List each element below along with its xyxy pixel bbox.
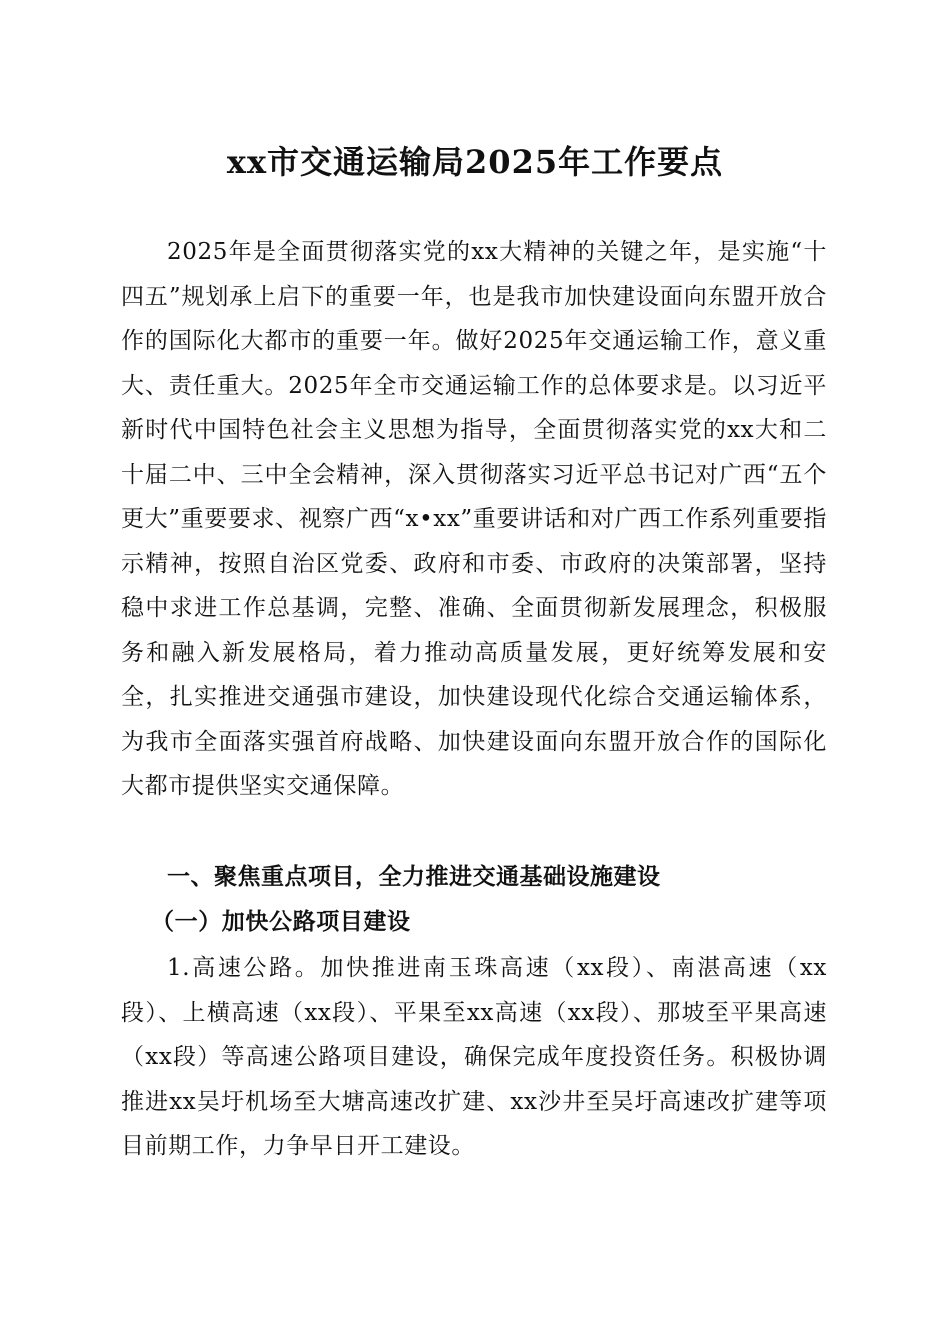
document-title: xx市交通运输局2025年工作要点: [226, 143, 724, 181]
intro-paragraph: 2025年是全面贯彻落实党的xx大精神的关键之年，是实施“十四五”规划承上启下的重要一年，也是我市加快建设面向东盟开放合作的国际化大都市的重要一年。做好2025年交通运输工作，意义重大、责任重大。2025年全市交通运输工作的总体要求是。以习近平新时代中国特色社会主义思想为指导，全面贯彻落实党的xx大和二十届二中、三中全会精神，深入贯彻落实习近平总书记对广西“五个更大”重要要求、视察广西“x•xx”重要讲话和对广西工作系列重要指示精神，按照自治区党委、政府和市委、市政府的决策部署，坚持稳中求进工作总基调，完整、准确、全面贯彻新发展理念，积极服务和融入新发展格局，着力推动高质量发展，更好统筹发展和安全，扎实推进交通强市建设，加快建设现代化综合交通运输体系，为我市全面落实强首府战略、加快建设面向东盟开放合作的国际化大都市提供坚实交通保障。: [121, 239, 827, 799]
item-paragraph: 1.高速公路。加快推进南玉珠高速（xx段）、南湛高速（xx段）、上横高速（xx段）、平果至xx高速（xx段）、那坡至平果高速（xx段）等高速公路项目建设，确保完成年度投资任务。积极协调推进xx吴圩机场至大塘高速改扩建、xx沙井至吴圩高速改扩建等项目前期工作，力争早日开工建设。: [121, 955, 827, 1159]
subsection-heading: （一）加快公路项目建设: [151, 908, 411, 935]
section-heading: 一、聚焦重点项目，全力推进交通基础设施建设: [167, 864, 661, 890]
